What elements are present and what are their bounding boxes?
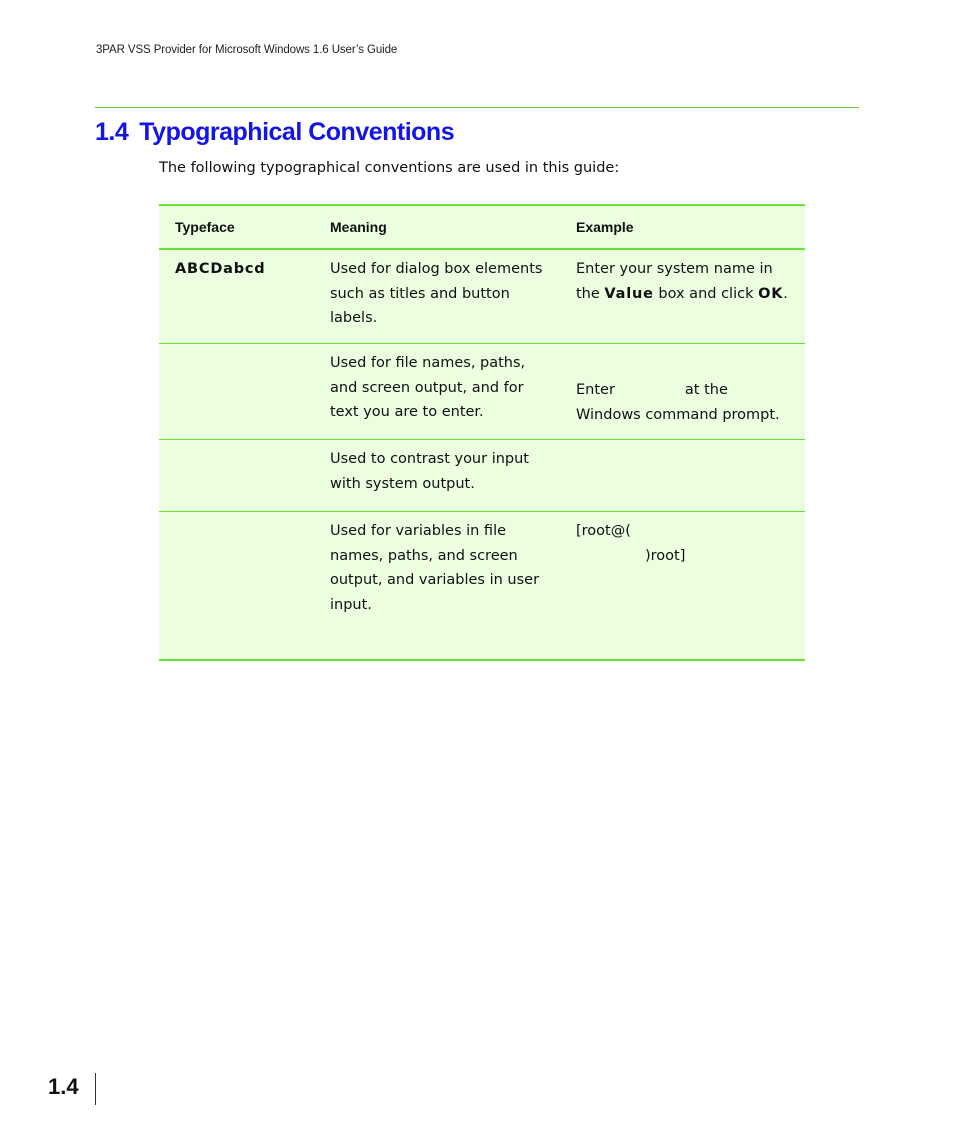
header-rule	[95, 107, 859, 108]
section-title-text: Typographical Conventions	[139, 118, 455, 146]
intro-paragraph: The following typographical conventions are used in this guide:	[159, 160, 620, 176]
section-number: 1.4	[95, 118, 129, 146]
meaning-cell: Used to contrast your input with system output.	[314, 440, 560, 512]
example-bold-value: Value	[604, 285, 654, 302]
page-number: 1.4	[48, 1074, 79, 1099]
example-text: .	[783, 285, 788, 302]
conventions-table	[159, 204, 805, 661]
header-example: Example	[560, 205, 805, 249]
footer-divider	[95, 1073, 96, 1105]
example-cell	[560, 344, 805, 440]
typeface-cell	[159, 344, 314, 440]
table-row	[159, 512, 805, 661]
header-meaning: Meaning	[314, 205, 560, 249]
example-text: box and click	[653, 285, 759, 302]
example-text: at the Windows command prompt.	[576, 382, 780, 423]
example-block	[576, 351, 797, 427]
typeface-cell	[159, 512, 314, 661]
typeface-sample: ABCDabcd	[175, 261, 266, 277]
meaning-cell: Used for dialog box elements such as titles and button labels.	[314, 249, 560, 344]
section-title	[95, 118, 454, 147]
table-header-row	[159, 205, 805, 249]
example-cell	[560, 440, 805, 512]
typeface-cell	[159, 249, 314, 344]
example-text: Enter	[576, 382, 615, 398]
running-header: 3PAR VSS Provider for Microsoft Windows 1.6 User’s Guide	[96, 44, 398, 56]
example-cell	[560, 249, 805, 344]
table-row	[159, 344, 805, 440]
example-text: Enter your system name in the	[576, 261, 773, 302]
header-typeface: Typeface	[159, 205, 314, 249]
typeface-cell	[159, 440, 314, 512]
meaning-cell: Used for variables in file names, paths, and screen output, and variables in user input.	[330, 523, 540, 613]
example-line-1: [root@(	[576, 523, 631, 539]
example-bold-ok: OK	[758, 285, 784, 302]
example-line-2: )root]	[645, 547, 686, 564]
table-row	[159, 440, 805, 512]
meaning-cell: Used for file names, paths, and screen output, and for text you are to enter.	[314, 344, 560, 440]
example-cell	[560, 512, 805, 661]
table-row	[159, 249, 805, 344]
